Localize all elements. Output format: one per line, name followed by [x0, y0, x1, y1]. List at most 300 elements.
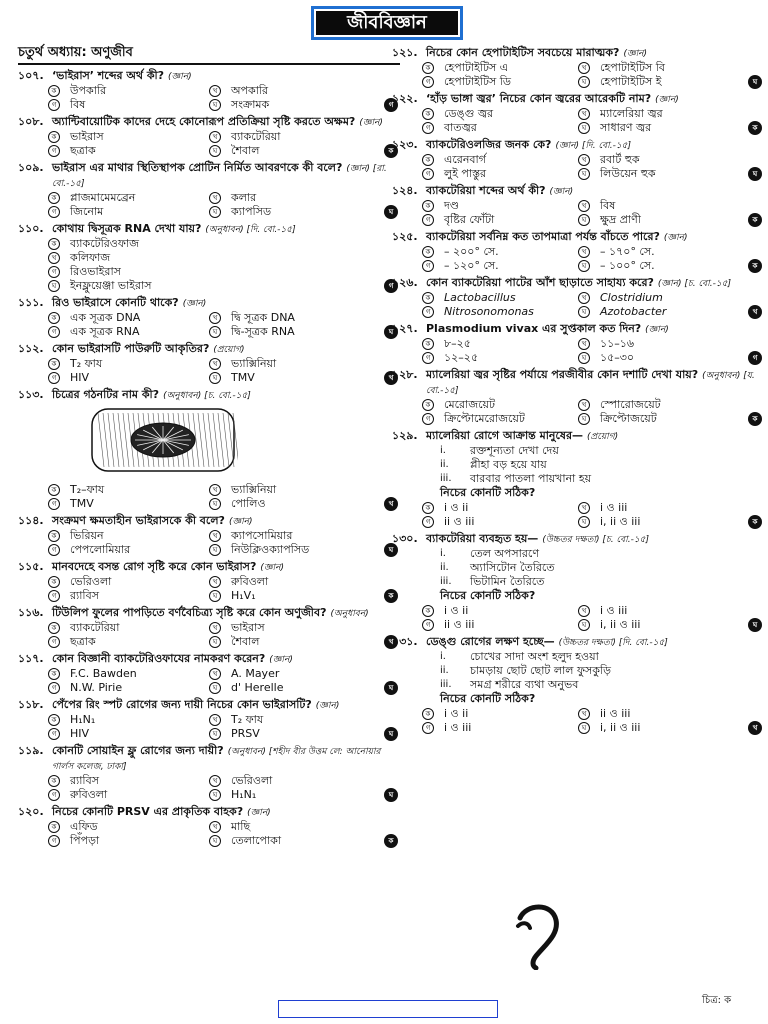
- option-text: A. Mayer: [231, 667, 280, 680]
- question-header: [392, 635, 764, 650]
- answer-option[interactable]: [209, 635, 370, 649]
- answer-option[interactable]: [422, 721, 578, 735]
- statement-list: [392, 650, 764, 692]
- correct-answer-badge: ঘ: [748, 75, 762, 89]
- option-letter-circle: খ: [578, 502, 590, 514]
- answer-option[interactable]: [48, 279, 370, 293]
- question-header: [18, 805, 400, 820]
- answer-option[interactable]: [422, 153, 578, 167]
- option-list: [392, 501, 764, 529]
- question-meta: (জ্ঞান) [চ. বো.-১৫]: [657, 279, 732, 289]
- option-text: অপকারি: [231, 84, 269, 97]
- answer-option[interactable]: [209, 774, 370, 788]
- answer-option[interactable]: [48, 325, 209, 339]
- question-text: Plasmodium vivax এর সুপ্তকাল কত দিন?: [426, 322, 642, 335]
- question-text-wrap: [52, 744, 400, 774]
- answer-option[interactable]: [578, 515, 734, 529]
- answer-option[interactable]: [209, 84, 370, 98]
- question-header: [18, 296, 400, 311]
- answer-option[interactable]: [578, 707, 734, 721]
- correct-answer-badge: ঘ: [384, 681, 398, 695]
- answer-option[interactable]: [422, 351, 578, 365]
- question-item: [18, 606, 400, 649]
- option-letter-circle: গ: [48, 590, 60, 602]
- option-text: র‌্যাবিস: [70, 589, 99, 602]
- option-letter-circle: ক: [422, 292, 434, 304]
- option-text: ii ও iii: [600, 707, 631, 720]
- option-text: ব্যাকটেরিওফাজ: [70, 237, 139, 250]
- answer-option[interactable]: [209, 713, 370, 727]
- statement-text: অ্যাসিটোন তৈরিতে: [470, 561, 555, 574]
- question-text-wrap: [426, 92, 764, 107]
- option-letter-circle: গ: [48, 636, 60, 648]
- option-list: [392, 604, 764, 632]
- answer-option[interactable]: [209, 529, 370, 543]
- answer-option[interactable]: [578, 721, 734, 735]
- option-letter-circle: ঘ: [209, 835, 221, 847]
- option-letter-circle: ক: [48, 576, 60, 588]
- option-letter-circle: ক: [48, 192, 60, 204]
- option-text: ভাইরাস: [231, 621, 265, 634]
- answer-option[interactable]: [48, 205, 209, 219]
- option-text: সংক্রামক: [231, 98, 270, 111]
- option-list: [392, 245, 764, 273]
- answer-option[interactable]: [48, 774, 209, 788]
- option-text: ii ও iii: [444, 618, 475, 631]
- correct-answer-badge: ক: [748, 515, 762, 529]
- answer-option[interactable]: [422, 259, 578, 273]
- option-letter-circle: ক: [48, 668, 60, 680]
- option-list: [18, 191, 400, 219]
- answer-option[interactable]: [48, 788, 209, 802]
- answer-option[interactable]: [422, 121, 578, 135]
- option-letter-circle: ঘ: [578, 260, 590, 272]
- option-text: ভ্যাক্সিনিয়া: [231, 483, 277, 496]
- question-text-wrap: [52, 698, 400, 713]
- answer-option[interactable]: [578, 121, 734, 135]
- option-letter-circle: খ: [578, 108, 590, 120]
- question-text-wrap: [52, 388, 400, 403]
- option-letter-circle: গ: [48, 372, 60, 384]
- question-number: ১২৪.: [392, 184, 418, 197]
- question-number: ১০৮.: [18, 115, 44, 128]
- statement-numeral: ii.: [440, 665, 449, 676]
- answer-option[interactable]: [209, 357, 370, 371]
- answer-option[interactable]: [48, 529, 209, 543]
- question-meta: (জ্ঞান): [655, 95, 679, 105]
- option-text: ক্ষুদ্র প্রাণী: [600, 213, 641, 226]
- question-item: [18, 296, 400, 339]
- option-text: শৈবাল: [231, 144, 260, 157]
- option-letter-circle: ক: [48, 484, 60, 496]
- option-letter-circle: খ: [209, 576, 221, 588]
- answer-option[interactable]: [48, 130, 209, 144]
- answer-option[interactable]: [422, 167, 578, 181]
- option-text: ভাইরাস: [70, 130, 104, 143]
- statement-row: [440, 575, 764, 589]
- answer-option[interactable]: [209, 98, 370, 112]
- question-item: [392, 138, 764, 181]
- question-header: [18, 342, 400, 357]
- answer-option[interactable]: [48, 357, 209, 371]
- question-number: ১৩০.: [392, 532, 418, 545]
- question-text: ভাইরাস এর মাথার স্থিতিস্থাপক প্রোটিন নির্মিত আবরণকে কী বলে?: [52, 161, 343, 174]
- answer-option[interactable]: [48, 834, 209, 848]
- answer-option[interactable]: [422, 412, 578, 426]
- option-text: কলিফাজ: [70, 251, 111, 264]
- question-text: ‘হাঁড় ভাঙ্গা জ্বর’ নিচের কোন জ্বরের আরেকটি নাম?: [426, 92, 652, 105]
- option-letter-circle: খ: [578, 399, 590, 411]
- question-text: নিচের কোনটি PRSV এর প্রাকৃতিক বাহক?: [52, 805, 244, 818]
- option-list: [18, 575, 400, 603]
- question-header: [392, 184, 764, 199]
- question-number: ১০৭.: [18, 69, 44, 82]
- answer-option[interactable]: [48, 191, 209, 205]
- option-letter-circle: গ: [422, 722, 434, 734]
- question-number: ১১৩.: [18, 388, 44, 401]
- option-letter-circle: খ: [578, 200, 590, 212]
- answer-option[interactable]: [48, 144, 209, 158]
- answer-option[interactable]: [422, 337, 578, 351]
- option-text: র‌্যাবিস: [70, 774, 99, 787]
- option-letter-circle: ক: [422, 200, 434, 212]
- answer-option[interactable]: [209, 788, 370, 802]
- answer-option[interactable]: [578, 291, 734, 305]
- option-text: H₁N₁: [70, 713, 96, 726]
- question-text: অ্যান্টিবায়োটিক কাদের দেহে কোনোরূপ প্রতিক্রিয়া সৃষ্টি করতে অক্ষম?: [52, 115, 356, 128]
- statement-numeral: iii.: [440, 576, 452, 587]
- question-number: ১২৯.: [392, 429, 418, 442]
- option-text: সাধারণ জ্বর: [600, 121, 652, 134]
- answer-option[interactable]: [48, 727, 209, 741]
- answer-option[interactable]: [48, 635, 209, 649]
- question-text-wrap: [426, 635, 764, 650]
- answer-option[interactable]: [209, 589, 370, 603]
- answer-option[interactable]: [578, 604, 734, 618]
- answer-option[interactable]: [422, 245, 578, 259]
- statement-numeral: i.: [440, 548, 446, 559]
- answer-option[interactable]: [48, 483, 209, 497]
- answer-option[interactable]: [422, 618, 578, 632]
- question-header: [18, 388, 400, 403]
- answer-option[interactable]: [48, 497, 209, 511]
- answer-option[interactable]: [578, 153, 734, 167]
- answer-option[interactable]: [48, 251, 370, 265]
- option-text: রুবিওলা: [70, 788, 108, 801]
- answer-option[interactable]: [48, 311, 209, 325]
- option-text: T₂ ফায: [231, 713, 264, 726]
- option-text: ক্যাপসোমিয়ার: [231, 529, 293, 542]
- option-list: [18, 820, 400, 848]
- statement-text: রক্তশূন্যতা দেখা দেয়: [470, 444, 559, 457]
- question-item: [392, 92, 764, 135]
- statement-row: [440, 664, 764, 678]
- option-list: [392, 153, 764, 181]
- question-meta: (অনুধাবন) [শহীদ বীর উত্তম লে: আনোয়ার গার্লস কলেজ, ঢাকা]: [52, 747, 381, 772]
- option-text: ভিরিয়ন: [70, 529, 104, 542]
- question-text: ম্যালেরিয়া জ্বর সৃষ্টির পর্যায়ে পরজীবীর কোন দশাটি দেখা যায়?: [426, 368, 699, 381]
- question-number: ১১২.: [18, 342, 44, 355]
- question-header: [392, 230, 764, 245]
- option-text: লুই পাস্তুর: [444, 167, 487, 180]
- correct-answer-badge: ক: [748, 412, 762, 426]
- answer-option[interactable]: [578, 107, 734, 121]
- option-text: ছত্রাক: [70, 635, 96, 648]
- question-item: [392, 46, 764, 89]
- answer-option[interactable]: [209, 191, 370, 205]
- option-letter-circle: খ: [209, 85, 221, 97]
- option-text: H₁V₁: [231, 589, 256, 602]
- option-letter-circle: ঘ: [578, 352, 590, 364]
- option-text: বাতজ্বর: [444, 121, 477, 134]
- statement-numeral: i.: [440, 651, 446, 662]
- answer-option[interactable]: [48, 98, 209, 112]
- question-item: [18, 652, 400, 695]
- question-meta: (অনুধাবন) [য. বো.-১৫]: [426, 371, 755, 396]
- option-letter-circle: ক: [422, 62, 434, 74]
- option-letter-circle: গ: [422, 122, 434, 134]
- question-number: ১৩১.: [392, 635, 418, 648]
- statement-numeral: ii.: [440, 459, 449, 470]
- answer-option[interactable]: [209, 311, 370, 325]
- answer-option[interactable]: [422, 107, 578, 121]
- option-text: উপকারি: [70, 84, 107, 97]
- question-number: ১১৬.: [18, 606, 44, 619]
- option-list: [392, 337, 764, 365]
- option-text: ৮–২৫: [444, 337, 471, 350]
- answer-option[interactable]: [209, 144, 370, 158]
- answer-option[interactable]: [422, 515, 578, 529]
- option-letter-circle: গ: [48, 145, 60, 157]
- statement-row: [440, 547, 764, 561]
- answer-option[interactable]: [578, 618, 734, 632]
- answer-option[interactable]: [48, 621, 209, 635]
- answer-option[interactable]: [422, 61, 578, 75]
- answer-option[interactable]: [209, 325, 370, 339]
- answer-option[interactable]: [209, 371, 370, 385]
- answer-option[interactable]: [422, 213, 578, 227]
- answer-option[interactable]: [578, 259, 734, 273]
- option-list: [18, 483, 400, 511]
- answer-option[interactable]: [578, 199, 734, 213]
- correct-answer-badge: গ: [384, 279, 398, 293]
- question-number: ১২৮.: [392, 368, 418, 381]
- statement-row: [440, 561, 764, 575]
- question-item: [18, 560, 400, 603]
- option-text: হেপাটাইটিস বি: [600, 61, 665, 74]
- answer-option[interactable]: [209, 820, 370, 834]
- option-text: T₂ ফায: [70, 357, 103, 370]
- question-meta: (উচ্চতর দক্ষতা) [দি. বো.-১৫]: [558, 638, 668, 648]
- option-text: i ও ii: [444, 501, 469, 514]
- answer-option[interactable]: [48, 237, 370, 251]
- question-meta: (জ্ঞান) [দি. বো.-১৫]: [555, 141, 632, 151]
- correct-answer-badge: ক: [384, 144, 398, 158]
- answer-option[interactable]: [422, 398, 578, 412]
- option-list: [392, 107, 764, 135]
- answer-option[interactable]: [422, 604, 578, 618]
- option-text: T₂–ফায: [70, 483, 105, 496]
- option-letter-circle: গ: [422, 352, 434, 364]
- answer-option[interactable]: [48, 713, 209, 727]
- answer-option[interactable]: [209, 205, 370, 219]
- answer-option[interactable]: [209, 834, 370, 848]
- option-text: ক্রিপ্টোমেরোজয়েট: [444, 412, 525, 425]
- question-text: মানবদেহে বসন্ত রোগ সৃষ্টি করে কোন ভাইরাস?: [52, 560, 257, 573]
- question-header: [392, 46, 764, 61]
- answer-option[interactable]: [578, 245, 734, 259]
- answer-option[interactable]: [48, 543, 209, 557]
- option-text: d' Herelle: [231, 681, 284, 694]
- answer-option[interactable]: [578, 167, 734, 181]
- option-text: i, ii ও iii: [600, 515, 641, 528]
- answer-option[interactable]: [209, 483, 370, 497]
- question-header: [18, 222, 400, 237]
- option-letter-circle: গ: [422, 619, 434, 631]
- footer-link-box[interactable]: [278, 1000, 498, 1018]
- option-letter-circle: ঘ: [209, 372, 221, 384]
- question-header: [18, 606, 400, 621]
- question-text-wrap: [426, 230, 764, 245]
- answer-option[interactable]: [578, 412, 734, 426]
- answer-option[interactable]: [422, 501, 578, 515]
- answer-option[interactable]: [578, 75, 734, 89]
- option-text: HIV: [70, 727, 90, 740]
- option-letter-circle: ঘ: [578, 214, 590, 226]
- answer-option[interactable]: [209, 543, 370, 557]
- option-text: i ও iii: [444, 721, 472, 734]
- answer-option[interactable]: [578, 305, 734, 319]
- answer-option[interactable]: [209, 681, 370, 695]
- answer-option[interactable]: [209, 497, 370, 511]
- option-letter-circle: ঘ: [578, 516, 590, 528]
- sub-question: নিচের কোনটি সঠিক?: [440, 692, 536, 705]
- statement-numeral: ii.: [440, 562, 449, 573]
- question-header: [392, 92, 764, 107]
- option-text: ছত্রাক: [70, 144, 96, 157]
- correct-answer-badge: খ: [384, 635, 398, 649]
- question-number: ১২১.: [392, 46, 418, 59]
- option-text: রুবিওলা: [231, 575, 269, 588]
- question-item: [18, 342, 400, 385]
- answer-option[interactable]: [422, 305, 578, 319]
- sub-question: নিচের কোনটি সঠিক?: [440, 589, 536, 602]
- question-text: কোন বিজ্ঞানী ব্যাকটেরিওফাযের নামকরণ করেন?: [52, 652, 266, 665]
- correct-answer-badge: ঘ: [748, 618, 762, 632]
- option-text: PRSV: [231, 727, 260, 740]
- option-text: জিনোম: [70, 205, 104, 218]
- question-meta: (জ্ঞান): [315, 701, 340, 711]
- answer-option[interactable]: [578, 337, 734, 351]
- answer-option[interactable]: [578, 398, 734, 412]
- answer-option[interactable]: [578, 61, 734, 75]
- statement-numeral: iii.: [440, 473, 452, 484]
- option-text: ক্যাপসিড: [231, 205, 272, 218]
- question-header: [18, 652, 400, 667]
- correct-answer-badge: ঘ: [384, 325, 398, 339]
- option-letter-circle: ঘ: [209, 498, 221, 510]
- option-letter-circle: খ: [578, 292, 590, 304]
- statement-row: [440, 678, 764, 692]
- question-header: [18, 115, 400, 130]
- question-item: [392, 635, 764, 735]
- option-letter-circle: গ: [48, 789, 60, 801]
- option-letter-circle: ঘ: [48, 280, 60, 292]
- option-text: পিঁপড়া: [70, 834, 100, 847]
- answer-option[interactable]: [48, 575, 209, 589]
- answer-option[interactable]: [48, 681, 209, 695]
- answer-option[interactable]: [209, 621, 370, 635]
- question-text-wrap: [52, 115, 400, 130]
- question-text: কোন ভাইরাসটি পাউরুটি আকৃতির?: [52, 342, 210, 355]
- option-letter-circle: খ: [209, 668, 221, 680]
- answer-option[interactable]: [209, 575, 370, 589]
- question-header: [392, 429, 764, 444]
- option-letter-circle: খ: [578, 338, 590, 350]
- answer-option[interactable]: [209, 667, 370, 681]
- answer-option[interactable]: [209, 727, 370, 741]
- answer-option[interactable]: [48, 820, 209, 834]
- question-number: ১২৩.: [392, 138, 418, 151]
- question-meta: (জ্ঞান): [623, 49, 648, 59]
- option-letter-circle: ঘ: [209, 206, 221, 218]
- question-number: ১২৬.: [392, 276, 418, 289]
- option-text: ইনফ্লুয়েঞ্জা ভাইরাস: [70, 279, 152, 292]
- answer-option[interactable]: [48, 265, 370, 279]
- answer-option[interactable]: [48, 371, 209, 385]
- answer-option[interactable]: [422, 291, 578, 305]
- question-number: ১১৯.: [18, 744, 44, 757]
- question-item: [392, 322, 764, 365]
- option-letter-circle: গ: [48, 544, 60, 556]
- answer-option[interactable]: [48, 589, 209, 603]
- option-letter-circle: ঘ: [578, 722, 590, 734]
- question-header: [18, 69, 400, 84]
- answer-option[interactable]: [48, 84, 209, 98]
- option-letter-circle: গ: [422, 214, 434, 226]
- question-meta: (উচ্চতর দক্ষতা) [চ. বো.-১৫]: [542, 535, 650, 545]
- option-letter-circle: ক: [422, 605, 434, 617]
- question-meta: (প্রয়োগ): [213, 345, 245, 355]
- option-letter-circle: ক: [48, 775, 60, 787]
- answer-option[interactable]: [422, 75, 578, 89]
- option-letter-circle: ঘ: [578, 619, 590, 631]
- answer-option[interactable]: [422, 199, 578, 213]
- option-text: বিষ: [70, 98, 86, 111]
- answer-option[interactable]: [578, 213, 734, 227]
- option-letter-circle: খ: [209, 312, 221, 324]
- correct-answer-badge: ক: [384, 589, 398, 603]
- option-letter-circle: ক: [48, 131, 60, 143]
- answer-option[interactable]: [422, 707, 578, 721]
- option-list: [392, 291, 764, 319]
- question-text: ডেঙ্গু রোগের লক্ষণ হচ্ছে—: [426, 635, 555, 648]
- answer-option[interactable]: [48, 667, 209, 681]
- option-letter-circle: খ: [209, 530, 221, 542]
- question-meta: (জ্ঞান): [247, 808, 271, 818]
- statement-list: [392, 444, 764, 486]
- option-letter-circle: খ: [209, 714, 221, 726]
- answer-option[interactable]: [209, 130, 370, 144]
- right-column: [392, 46, 764, 738]
- answer-option[interactable]: [578, 501, 734, 515]
- correct-answer-badge: ঘ: [384, 788, 398, 802]
- question-text-wrap: [426, 46, 764, 61]
- option-letter-circle: ক: [422, 708, 434, 720]
- answer-option[interactable]: [578, 351, 734, 365]
- option-text: – ১০০° সে.: [600, 259, 655, 272]
- statement-numeral: iii.: [440, 679, 452, 690]
